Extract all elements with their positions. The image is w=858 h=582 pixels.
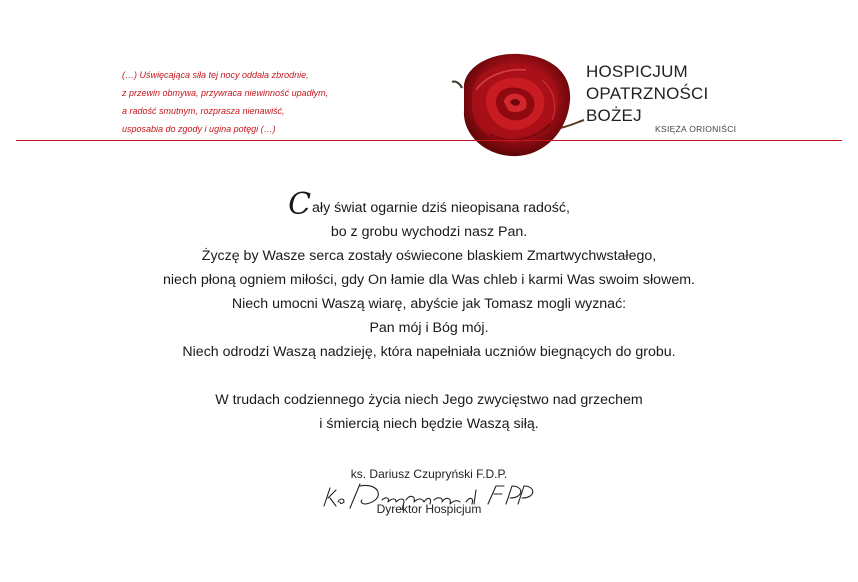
logo-line: BOŻEJ [586, 106, 642, 125]
quote-line: a radość smutnym, rozprasza nienawiść, [122, 106, 285, 116]
decorative-initial: C [288, 187, 312, 222]
closing-line: i śmiercią niech będzie Waszą siłą. [319, 416, 539, 432]
logo-subtitle: KSIĘŻA ORIONIŚCI [655, 124, 737, 134]
header-quote [122, 66, 442, 138]
logo-line: HOSPICJUM [586, 62, 688, 81]
greeting-line: niech płoną ogniem miłości, gdy On łamie dla Was chleb i karmi Was swoim słowem. [163, 272, 695, 288]
first-line-text: ały świat ogarnie dziś nieopisana radość, [312, 200, 570, 216]
header-divider [16, 140, 842, 141]
paragraph-gap [0, 364, 858, 388]
quote-line: usposabia do zgody i ugina potęgi (…) [122, 124, 276, 134]
greeting-line: Niech odrodzi Waszą nadzieję, która napełniała uczniów biegnących do grobu. [182, 344, 676, 360]
greeting-text [0, 187, 858, 436]
quote-line: z przewin obmywa, przywraca niewinność upadłym, [122, 88, 329, 98]
logo-line: OPATRZNOŚCI [586, 84, 709, 103]
greeting-line: Pan mój i Bóg mój. [369, 320, 489, 336]
greeting-line: bo z grobu wychodzi nasz Pan. [330, 224, 528, 240]
hospice-logo-text [586, 61, 708, 127]
greeting-line: Niech umocni Waszą wiarę, abyście jak Tomasz mogli wyznać: [231, 296, 627, 312]
closing-line: W trudach codziennego życia niech Jego zwycięstwo nad grzechem [215, 392, 643, 408]
greeting-line: Życzę by Wasze serca zostały oświecone blaskiem Zmartwychwstałego, [201, 248, 657, 264]
quote-line: (…) Uświęcająca siła tej nocy oddala zbrodnie, [122, 70, 309, 80]
greeting-line [0, 187, 858, 222]
signatory-name: ks. Dariusz Czupryński F.D.P. [350, 467, 508, 481]
signatory-title: Dyrektor Hospicjum [376, 502, 482, 516]
rose-logo-image [442, 50, 592, 160]
